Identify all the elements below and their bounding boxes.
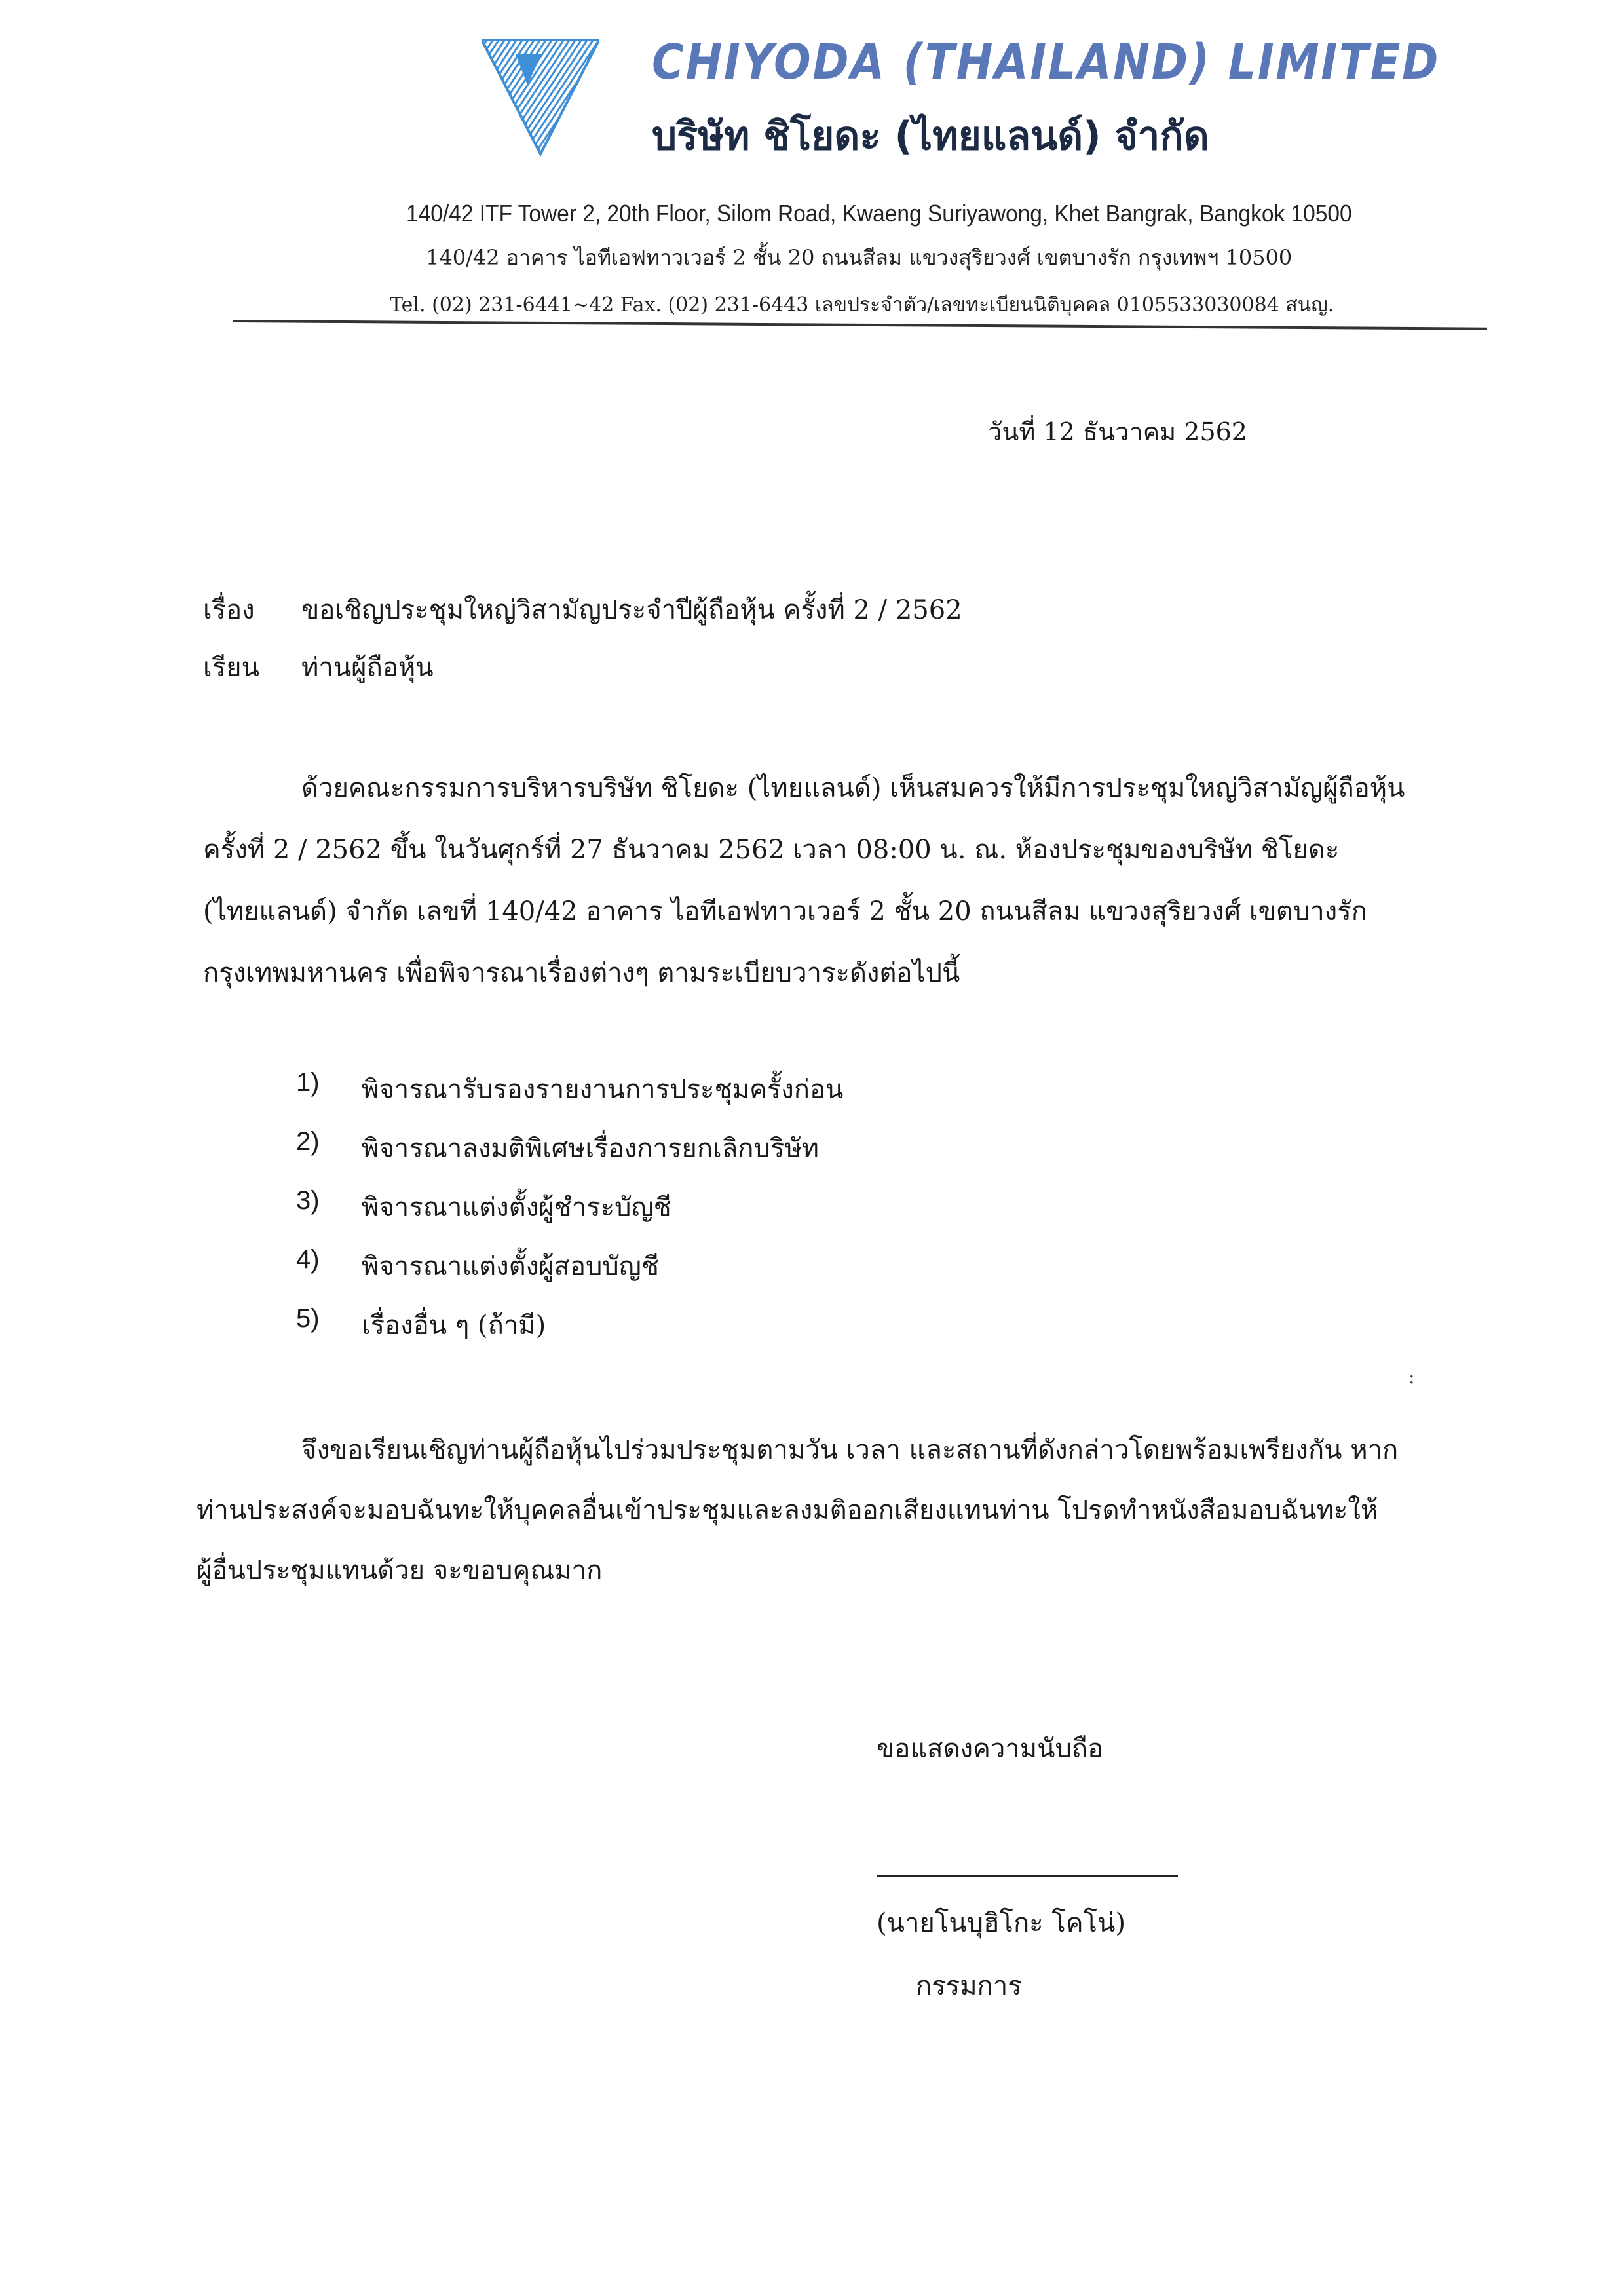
letterhead-divider bbox=[233, 320, 1487, 330]
logo-stripe bbox=[482, 39, 487, 157]
signatory-title: กรรมการ bbox=[916, 1971, 1022, 2001]
closing-salutation: ขอแสดงความนับถือ bbox=[877, 1734, 1104, 1764]
agenda-item: พิจารณาลงมติพิเศษเรื่องการยกเลิกบริษัท bbox=[362, 1134, 820, 1164]
stray-mark: : bbox=[1408, 1366, 1415, 1388]
contact-line: Tel. (02) 231-6441~42 Fax. (02) 231-6443 เลขประจำตัว/เลขทะเบียนนิติบุคคล 0105533030084 สนญ. bbox=[390, 294, 1334, 316]
paragraph2-line: ท่านประสงค์จะมอบฉันทะให้บุคคลอื่นเข้าประชุมและลงมติออกเสียงแทนท่าน โปรดทำหนังสือมอบฉันทะให้ bbox=[197, 1495, 1378, 1525]
company-logo bbox=[482, 39, 599, 157]
signature-line bbox=[877, 1875, 1178, 1877]
subject-label: เรื่อง bbox=[203, 595, 255, 625]
subject-text: ขอเชิญประชุมใหญ่วิสามัญประจำปีผู้ถือหุ้น ครั้งที่ 2 / 2562 bbox=[301, 595, 962, 625]
address-thai: 140/42 อาคาร ไอทีเอฟทาวเวอร์ 2 ชั้น 20 ถนนสีลม แขวงสุริยวงศ์ เขตบางรัก กรุงเทพฯ 10500 bbox=[426, 245, 1293, 270]
address-english: 140/42 ITF Tower 2, 20th Floor, Silom Road, Kwaeng Suriyawong, Khet Bangrak, Bangkok 10500 bbox=[406, 200, 1352, 227]
agenda-item: พิจารณาแต่งตั้งผู้สอบบัญชี bbox=[362, 1252, 660, 1282]
agenda-number: 1) bbox=[296, 1068, 320, 1097]
agenda-item: เรื่องอื่น ๆ (ถ้ามี) bbox=[362, 1311, 546, 1341]
agenda-item: พิจารณารับรองรายงานการประชุมครั้งก่อน bbox=[362, 1075, 844, 1105]
letter-date: วันที่ 12 ธันวาคม 2562 bbox=[988, 417, 1247, 446]
recipient-label: เรียน bbox=[203, 653, 259, 683]
logo-stripe bbox=[592, 39, 599, 157]
signatory-name: (นายโนบุฮิโกะ โคโน่) bbox=[877, 1908, 1126, 1938]
agenda-number: 5) bbox=[296, 1304, 320, 1333]
agenda-number: 3) bbox=[296, 1186, 320, 1215]
company-name-english: CHIYODA (THAILAND) LIMITED bbox=[652, 34, 1441, 90]
paragraph1-line: (ไทยแลนด์) จำกัด เลขที่ 140/42 อาคาร ไอทีเอฟทาวเวอร์ 2 ชั้น 20 ถนนสีลม แขวงสุริยวงศ์ เขตบางรัก bbox=[203, 896, 1367, 927]
paragraph1-line: ครั้งที่ 2 / 2562 ขึ้น ในวันศุกร์ที่ 27 ธันวาคม 2562 เวลา 08:00 น. ณ. ห้องประชุมของบริษัท ชิโยดะ bbox=[203, 835, 1340, 865]
paragraph2-line: ผู้อื่นประชุมแทนด้วย จะขอบคุณมาก bbox=[197, 1556, 603, 1586]
paragraph2-line: จึงขอเรียนเชิญท่านผู้ถือหุ้นไปร่วมประชุมตามวัน เวลา และสถานที่ดังกล่าวโดยพร้อมเพรียงกัน หาก bbox=[301, 1435, 1399, 1465]
company-name-thai: บริษัท ชิโยดะ (ไทยแลนด์) จำกัด bbox=[652, 113, 1209, 159]
logo-stripe bbox=[597, 39, 599, 157]
paragraph1-line: ด้วยคณะกรรมการบริหารบริษัท ชิโยดะ (ไทยแลนด์) เห็นสมควรให้มีการประชุมใหญ่วิสามัญผู้ถือหุ้น bbox=[301, 773, 1405, 803]
agenda-number: 4) bbox=[296, 1245, 320, 1274]
recipient-text: ท่านผู้ถือหุ้น bbox=[301, 653, 434, 683]
paragraph1-line: กรุงเทพมหานคร เพื่อพิจารณาเรื่องต่างๆ ตามระเบียบวาระดังต่อไปนี้ bbox=[203, 958, 960, 988]
agenda-number: 2) bbox=[296, 1127, 320, 1156]
agenda-item: พิจารณาแต่งตั้งผู้ชำระบัญชี bbox=[362, 1193, 671, 1223]
